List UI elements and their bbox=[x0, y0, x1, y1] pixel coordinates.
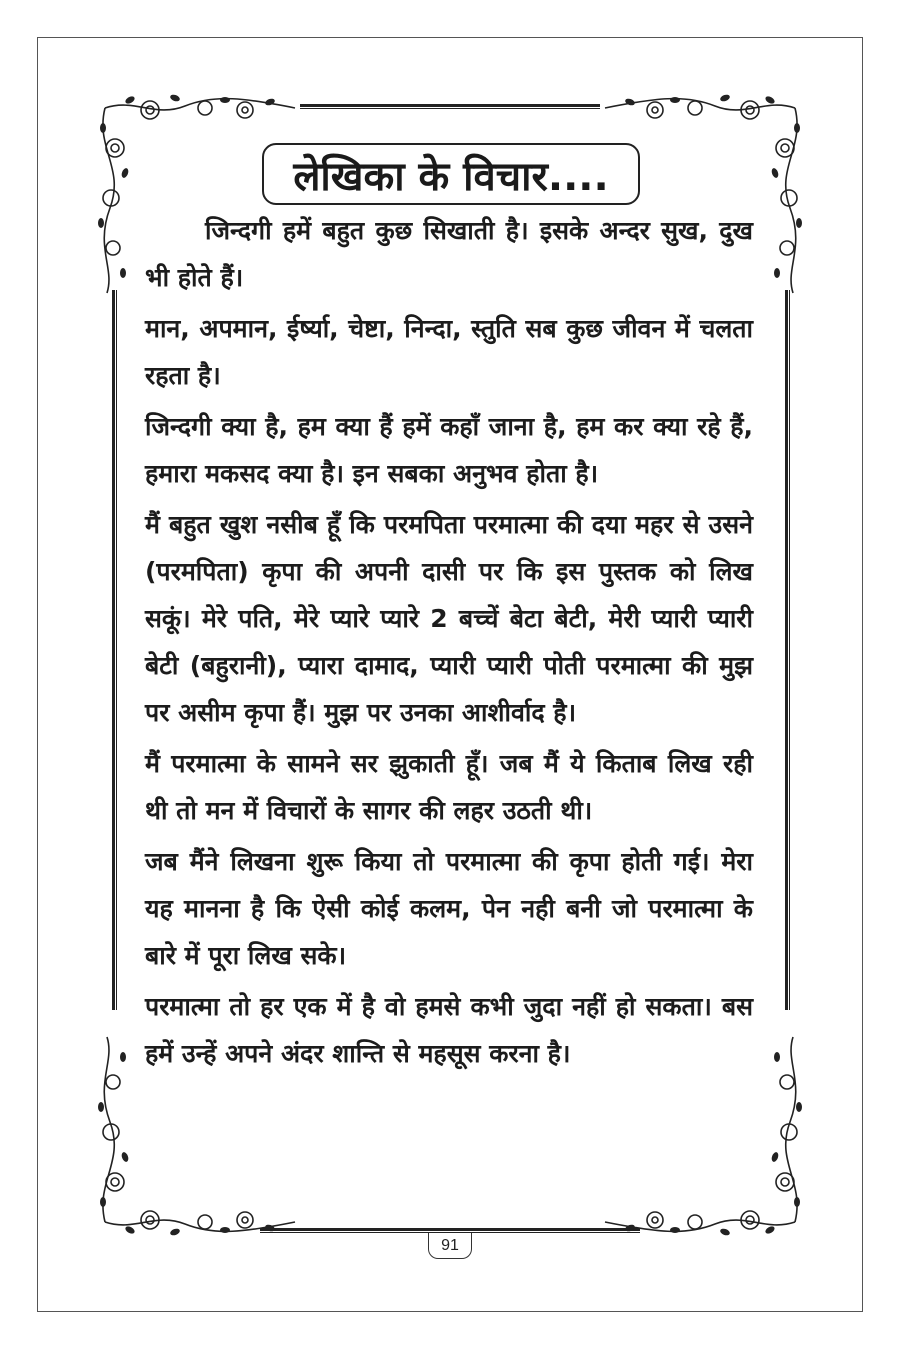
paragraph: जब मैंने लिखना शुरू किया तो परमात्मा की कृपा होती गई। मेरा यह मानना है कि ऐसी कोई कलम, पेन नही बनी जो परमात्मा के बारे में पूरा लिख सके। bbox=[145, 847, 753, 970]
paragraph: परमात्मा तो हर एक में है वो हमसे कभी जुदा नहीं हो सकता। बस हमें उन्हें अपने अंदर शान्ति से महसूस करना है। bbox=[145, 992, 753, 1068]
page-number: 91 bbox=[441, 1236, 459, 1254]
left-border-rule bbox=[112, 290, 117, 1010]
right-border-rule bbox=[785, 290, 790, 1010]
paragraph: मैं परमात्मा के सामने सर झुकाती हूँ। जब मैं ये किताब लिख रही थी तो मन में विचारों के सागर की लहर उठती थी। bbox=[145, 749, 753, 825]
paragraph: जिन्दगी क्या है, हम क्या हैं हमें कहाँ जाना है, हम कर क्या रहे हैं, हमारा मकसद क्या है। इन सबका अनुभव होता है। bbox=[145, 412, 753, 488]
body-text bbox=[145, 207, 753, 1081]
top-border-rule bbox=[300, 104, 600, 109]
paragraph: मान, अपमान, ईर्ष्या, चेष्टा, निन्दा, स्तुति सब कुछ जीवन में चलता रहता है। bbox=[145, 314, 753, 390]
title-box bbox=[262, 143, 640, 205]
page-title: लेखिका के विचार.... bbox=[293, 153, 609, 200]
paragraph: मैं बहुत खुश नसीब हूँ कि परमपिता परमात्मा की दया महर से उसने (परमपिता) कृपा की अपनी दासी पर कि इस पुस्तक को लिख सकूं। मेरे पति, मेरे प्यारे प्यारे 2 बच्चें बेटा बेटी, मेरी प्यारी प्यारी बेटी (बहुरानी), प्यारा दामाद, प्यारी प्यारी पोती परमात्मा की मुझ पर असीम कृपा हैं। मुझ पर उनका आशीर्वाद है। bbox=[145, 510, 753, 727]
page-number-box bbox=[428, 1233, 472, 1259]
paragraph: जिन्दगी हमें बहुत कुछ सिखाती है। इसके अन्दर सुख, दुख भी होते हैं। bbox=[145, 216, 753, 292]
